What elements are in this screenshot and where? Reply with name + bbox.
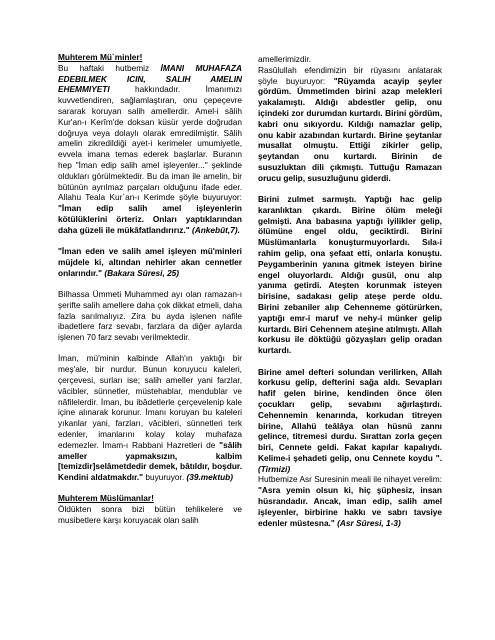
heading-muhterem-muslumanlar: Muhterem Müslümanlar! — [58, 493, 154, 504]
ankebut-reference: (Ankebût,7). — [189, 224, 240, 235]
tirmizi-reference: (Tirmizi) — [258, 463, 291, 474]
asr-reference: (Asr Sûresi, 1-3) — [334, 517, 401, 528]
right-column — [258, 54, 442, 528]
paragraph-ruya — [258, 65, 442, 184]
mektub-reference: (39.mektub) — [186, 472, 234, 483]
paragraph-intro — [58, 63, 242, 236]
ruya-quote: "Rüyamda acayip şeyler gördüm. Ümmetimden birini azap melekleri yakalamıştı. Aldığı abdestler gelip, onu içindeki zor durumdan kurtardı. Birini gördüm, kabri onu sıkıyordu. Kıldığı namazlar gelip, onu kabir azabından kurtardı. Birine şeytanlar musallat olmuştu. Ettiği zikirler gelip, şeytandan onu kurtardı. Birinin de susuzluktan dili çıkmıştı. Tuttuğu Ramazan orucu gelip, susuzluğunu giderdi. — [258, 75, 442, 183]
imam-rabbani-quote: "sâlih ameller yapmaksızın, kalbim [temizdir]selâmetdedir demek, bâtıldır, boşdur. Kendini aldatmakdır." — [58, 439, 242, 483]
paragraph-iman — [58, 353, 242, 483]
sermon-title: İMANI MUHAFAZA EDEBILMEK ICIN, SALIH AMELIN EHEMMIYETI — [58, 62, 242, 95]
asr-intro: Hutbemize Asr Suresinin meali ile nihayet verelim: — [258, 474, 442, 485]
asr-quote: "Asra yemin olsun ki, hiç şüphesiz, insan hüsrandadır. Ancak, iman edip, salih amel işleyenler, birbirine hakkı ve sabrı tavsiye edenler müstesna." — [258, 485, 442, 528]
paragraph-bakara — [58, 246, 242, 278]
ankebut-quote: "İman edip salih amel işleyenlerin kötülüklerini örteriz. Onları yaptıklarından daha güzeli ile mükâfatlandırırız." — [58, 203, 242, 235]
iman-after-quote: buyuruyor. — [143, 472, 187, 483]
paragraph-oldukten: Öldükten sonra bizi bütün tehlikelere ve musibetlere karşı koruyacak olan salih — [58, 504, 242, 526]
paragraph-ramazan: Bilhassa Ümmeti Muhammed ayı olan ramazan-ı şerifte salih amellere daha çok dikkat etmeli, daha fazla sarılmalıyız. Zira bu ayda işlenen nafile ibadetlere farz sevabı, farzlara da diğer aylarda işlenen 70 farz sevabı verilmektedir. — [58, 288, 242, 343]
amel-defteri-text: Birine amel defteri solundan verilirken, Allah korkusu gelip, defterini sağa aldı. Sevapları hafif gelen birine, kendinden önce ölen çocukları gelip, sevabını ağırlaştırdı. Cehennemin kenarında, korkudan titreyen birine, Allahü teâlâya olan hüsnü zannı gelince, titremesi durdu. Sırattan zorla geçen biri, Cennete geldi. Fakat kapılar kapalıydı. Kelime-i şehadeti gelip, onu Cennete koydu ". — [258, 366, 442, 463]
heading-muhterem-muminler: Muhterem Mü`minler! — [58, 52, 143, 62]
bakara-quote: "İman eden ve salih amel işleyen mü'minleri müjdele ki, altından nehirler akan cennetler onlarındır." — [58, 246, 242, 278]
bakara-reference: (Bakara Sûresi, 25) — [102, 267, 180, 278]
left-column — [58, 52, 242, 526]
paragraph-amellerimiz: amellerimizdir. — [258, 54, 312, 64]
ruya-intro: Rasûlullah efendimizin bir rüyasını anlatarak şöyle buyuruyor: — [258, 64, 442, 86]
paragraph-amel-defteri — [258, 367, 442, 475]
intro-text: Bu haftaki hutbemiz — [58, 62, 161, 73]
intro-body: hakkındadır. İmanımızı kuvvetlendiren, sağlamlaştıran, onu çepeçevre sararak koruyan salih amellerdir. Amel-i sâlih Kur'an-ı Kerîm'de doksan küsür yerde doğrudan doğruya veya dolaylı olarak emredilmiştir. Sâlih amelin zikredildiği ayet-i kerimeler umumiyetle, evvela imana temas ederek başlarlar. Buranın hep "İman edip salih amel işleyenler..." şeklinde oldukları görülmektedir. Bu da iman ile amelin, bir bütünün ayrılmaz parçaları olduğunu ifade eder. Allahu Teala Kur`an-ı Kerimde şöyle buyuruyor: — [58, 84, 242, 203]
paragraph-zulmet: Birini zulmet sarmıştı. Yaptığı hac gelip karanlıktan çıkardı. Birine ölüm meleği gelmişti. Ana babasına yaptığı iyilikler gelip, ölümüne engel oldu, geciktirdi. Birini Müslümanlarla konuşturmuyorlardı. Sıla-i rahim gelip, ona şefaat etti, onlarla konuştu. Peygamberinin yanına gitmek isteyen birine engel oluyorlardı. Aldığı gusül, onu alıp yanıma getirdi. Ateşten korunmak isteyen birisine, sadakası gelip ateşe perde oldu. Birini zebaniler alıp Cehenneme götürürken, yaptığı emr-i maruf ve nehy-i münker gelip kurtardı. Biri Cehennem ateşine atılmıştı. Allah korkusu ile döktüğü gözyaşları gelip oradan kurtardı. — [258, 194, 442, 356]
paragraph-asr — [258, 474, 442, 528]
iman-body: İman, mü'minin kalbinde Allah'ın yaktığı bir meş'ale, bir nurdur. Bunun koruyucu kaleleri, çerçevesi, surları ise; salih ameller yani farzlar, vâcibler, sünnetler, müstehablar, mendublar ve nâfilelerdir. İman, bu ibâdetlerle çerçevelenip kale içine alınarak korunur. İmanı koruyan bu kaleleri yıkanlar yani, farzları, vâcibleri, sünnetleri terk edenler, imanlarını kolay kolay muhafaza edemezler. İmam-ı Rabbani Hazretleri de — [58, 353, 242, 450]
